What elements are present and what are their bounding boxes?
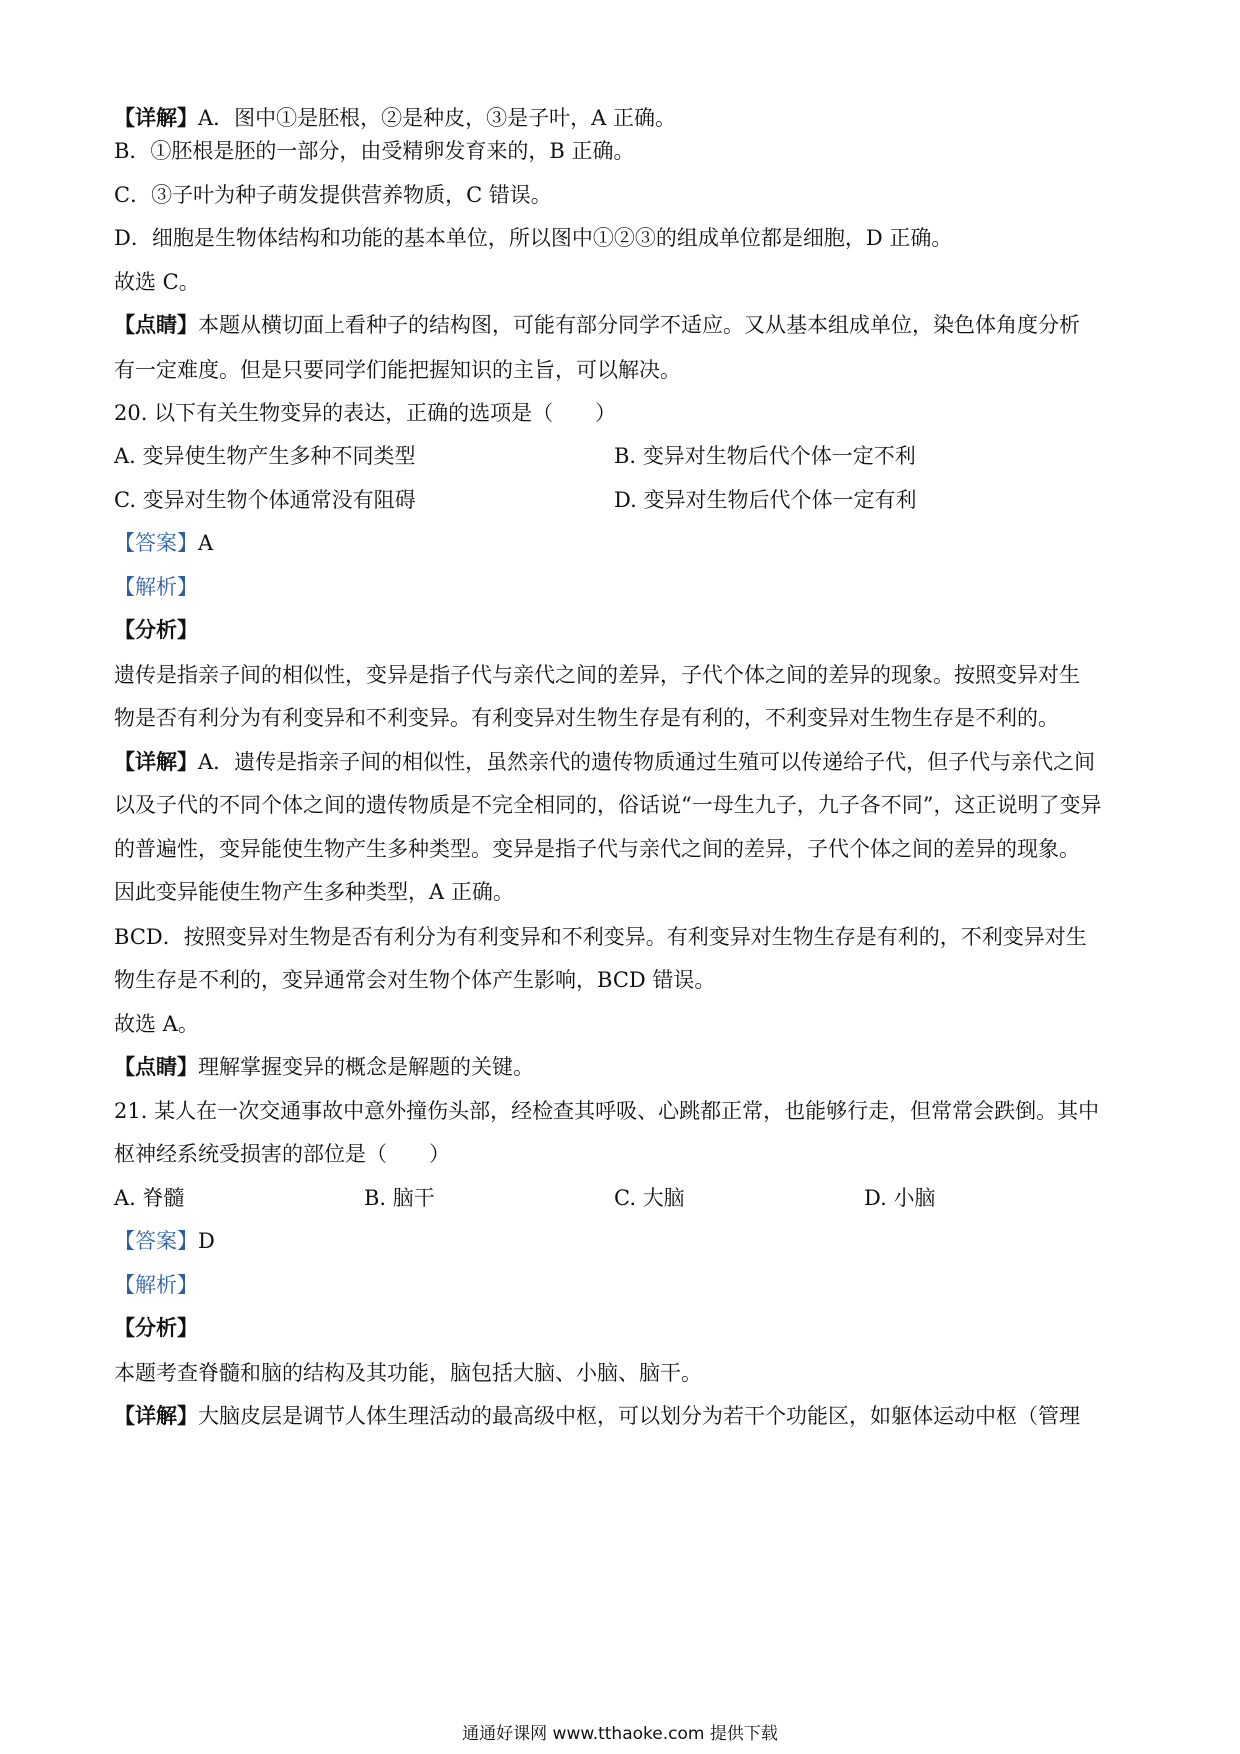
q21-fenxi: 本题考查脊髓和脑的结构及其功能，脑包括大脑、小脑、脑干。: [114, 1361, 702, 1385]
page-footer: 通通好课网 www.tthaoke.com 提供下载: [462, 1724, 778, 1744]
q20-fenxi-tag: 【分析】: [114, 617, 198, 642]
q20-detail-line-1: 【详解】A．遗传是指亲子间的相似性，虽然亲代的遗传物质通过生殖可以传递给子代，但子代与亲代之间: [114, 749, 1096, 774]
q20-detail-line-5: BCD．按照变异对生物是否有利分为有利变异和不利变异。有利变异对生物生存是有利的，不利变异对生: [114, 925, 1087, 949]
q20-fenxi-line-2: 物是否有利分为有利变异和不利变异。有利变异对生物生存是有利的，不利变异对生物生存是不利的。: [114, 706, 1059, 730]
comment-tag: 【点睛】: [114, 1054, 198, 1079]
answer-tag: 【答案】: [114, 1229, 198, 1253]
q19-detail-b: B．①胚根是胚的一部分，由受精卵发育来的，B 正确。: [114, 139, 635, 163]
q19-detail-c: C．③子叶为种子萌发提供营养物质，C 错误。: [114, 183, 552, 207]
detail-tag: 【详解】: [114, 749, 198, 774]
q21-stem-line-2: 枢神经系统受损害的部位是（ ）: [114, 1142, 450, 1166]
q21-option-c: C. 大脑: [614, 1186, 685, 1210]
q21-option-a: A. 脊髓: [114, 1186, 185, 1210]
q19-comment-line-2: 有一定难度。但是只要同学们能把握知识的主旨，可以解决。: [114, 358, 681, 382]
q21-option-b: B. 脑干: [364, 1186, 435, 1210]
q20-detail-line-2: 以及子代的不同个体之间的遗传物质是不完全相同的，俗话说“一母生九子，九子各不同”，这正说明了变异: [114, 793, 1102, 817]
q20-fenxi-line-1: 遗传是指亲子间的相似性，变异是指子代与亲代之间的差异，子代个体之间的差异的现象。按照变异对生: [114, 663, 1080, 687]
q20-detail-line-6: 物生存是不利的，变异通常会对生物个体产生影响，BCD 错误。: [114, 968, 716, 992]
q19-detail-a: 【详解】A．图中①是胚根，②是种皮，③是子叶，A 正确。: [114, 105, 677, 130]
answer-tag: 【答案】: [114, 531, 198, 555]
q20-option-b: B. 变异对生物后代个体一定不利: [614, 444, 916, 468]
comment-tag: 【点睛】: [114, 312, 198, 337]
q20-answer: 【答案】A: [114, 531, 214, 555]
q19-choice: 故选 C。: [114, 270, 200, 294]
q20-option-c: C. 变异对生物个体通常没有阻碍: [114, 488, 416, 512]
q20-option-a: A. 变异使生物产生多种不同类型: [114, 444, 416, 468]
q21-analysis-tag: 【解析】: [114, 1273, 198, 1297]
q21-option-d: D. 小脑: [864, 1186, 936, 1210]
q20-option-d: D. 变异对生物后代个体一定有利: [614, 488, 917, 512]
q20-analysis-tag: 【解析】: [114, 575, 198, 599]
q21-answer: 【答案】D: [114, 1229, 215, 1253]
q20-detail-line-4: 因此变异能使生物产生多种类型，A 正确。: [114, 880, 514, 904]
q21-stem-line-1: 21. 某人在一次交通事故中意外撞伤头部，经检查其呼吸、心跳都正常，也能够行走，但常常会跌倒。其中: [114, 1099, 1100, 1123]
q20-stem: 20. 以下有关生物变异的表达，正确的选项是（ ）: [114, 401, 617, 425]
q21-fenxi-tag: 【分析】: [114, 1315, 198, 1340]
detail-tag: 【详解】: [114, 105, 198, 130]
q20-detail-line-3: 的普遍性，变异能使生物产生多种类型。变异是指子代与亲代之间的差异，子代个体之间的差异的现象。: [114, 837, 1080, 861]
q20-choice: 故选 A。: [114, 1012, 199, 1036]
q21-detail-line-1: 【详解】大脑皮层是调节人体生理活动的最高级中枢，可以划分为若干个功能区，如躯体运动中枢（管理: [114, 1403, 1080, 1428]
q20-comment: 【点睛】理解掌握变异的概念是解题的关键。: [114, 1054, 534, 1079]
q19-comment-line-1: 【点睛】本题从横切面上看种子的结构图，可能有部分同学不适应。又从基本组成单位，染色体角度分析: [114, 312, 1080, 337]
detail-tag: 【详解】: [114, 1403, 198, 1428]
q19-detail-d: D．细胞是生物体结构和功能的基本单位，所以图中①②③的组成单位都是细胞，D 正确。: [114, 226, 953, 250]
